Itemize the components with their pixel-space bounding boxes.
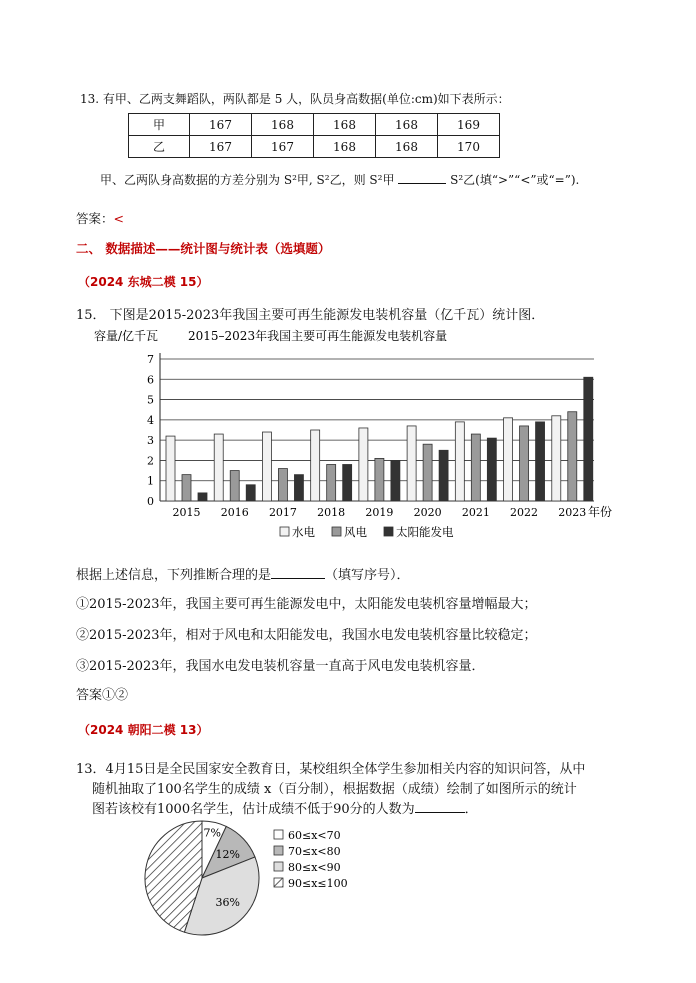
answer-blank[interactable] — [271, 566, 325, 579]
section-title: 二、 数据描述——统计图与统计表（选填题） — [76, 241, 331, 256]
bar-太阳能发电-2022 — [536, 422, 545, 501]
bar-水电-2019 — [359, 428, 368, 501]
bar-风电-2021 — [471, 434, 480, 501]
s-jia: S²甲 — [283, 173, 309, 187]
pie-chart — [130, 818, 390, 948]
legend-label: 60≤x<70 — [288, 829, 341, 842]
x-tick-label: 2015 — [172, 506, 201, 519]
legend-swatch — [274, 830, 283, 839]
x-tick-label: 2019 — [365, 506, 394, 519]
y-tick-label: 2 — [147, 454, 154, 468]
q15-answer: 答案①② — [76, 688, 129, 703]
table-cell: 乙 — [129, 136, 190, 158]
legend-label: 80≤x<90 — [288, 861, 341, 874]
table-cell: 168 — [252, 114, 314, 136]
q13b-line3-wrap — [76, 800, 585, 820]
bar-风电-2015 — [182, 475, 191, 501]
legend-swatch — [280, 527, 289, 536]
q13-answer — [76, 209, 124, 227]
table-cell: 167 — [190, 114, 252, 136]
q15-source: （2024 东城二模 15） — [78, 275, 209, 289]
q15-prompt — [76, 564, 410, 583]
bar-风电-2020 — [423, 444, 432, 501]
s-yi: S²乙 — [316, 173, 342, 187]
prompt-text: 根据上述信息，下列推断合理的是 — [76, 568, 272, 583]
legend-swatch — [332, 527, 341, 536]
x-tick-label: 2018 — [317, 506, 346, 519]
table-cell: 169 — [438, 114, 500, 136]
legend-label: 70≤x<80 — [288, 845, 341, 858]
legend-label: 90≤x≤100 — [288, 877, 348, 890]
table-cell: 167 — [190, 136, 252, 158]
x-tick-label: 2017 — [268, 506, 297, 519]
q13b-source: （2024 朝阳二模 13） — [78, 723, 209, 737]
option-3: ③2015-2023年，我国水电发电装机容量一直高于风电发电装机容量． — [76, 659, 485, 674]
bar-水电-2021 — [455, 422, 464, 501]
table-row — [129, 136, 500, 158]
y-tick-label: 6 — [147, 373, 154, 387]
bar-水电-2016 — [214, 434, 223, 501]
x-tick-label: 2016 — [220, 506, 249, 519]
table-row — [129, 114, 500, 136]
table-cell: 168 — [376, 136, 438, 158]
q15-stem: 15． 下图是2015-2023年我国主要可再生能源发电装机容量（亿千瓦）统计图． — [76, 308, 545, 323]
bar-风电-2016 — [230, 471, 239, 501]
q13b-stem — [76, 760, 585, 820]
answer-blank[interactable] — [398, 171, 446, 184]
x-tick-label: 2022 — [510, 506, 539, 519]
bar-太阳能发电-2023 — [584, 377, 593, 501]
answer-blank[interactable] — [415, 800, 465, 813]
bar-风电-2018 — [327, 464, 336, 501]
s-jia-2: S²甲 — [369, 173, 395, 187]
legend-swatch — [274, 878, 283, 887]
bar-chart — [90, 325, 630, 547]
bar-风电-2019 — [375, 458, 384, 501]
y-tick-label: 4 — [147, 413, 154, 427]
bar-太阳能发电-2019 — [391, 460, 400, 501]
bar-太阳能发电-2015 — [198, 493, 207, 501]
table-cell: 168 — [314, 136, 376, 158]
x-tick-label: 2023 — [558, 506, 587, 519]
pie-slice-label: 36% — [215, 896, 240, 910]
chart-ylabel: 容量/亿千瓦 — [94, 329, 159, 343]
table-cell: 168 — [314, 114, 376, 136]
variance-post: (填“>”“<”或“=”). — [475, 173, 580, 187]
option-1: ①2015-2023年，我国主要可再生能源发电中，太阳能发电装机容量增幅最大； — [76, 597, 537, 612]
table-cell: 168 — [376, 114, 438, 136]
legend-swatch — [274, 846, 283, 855]
s-yi-2: S²乙 — [450, 173, 476, 187]
pie-slice-label: 7% — [203, 826, 221, 840]
table-cell: 170 — [438, 136, 500, 158]
y-tick-label: 1 — [147, 474, 154, 488]
y-tick-label: 0 — [147, 495, 154, 508]
option-2: ②2015-2023年，相对于风电和太阳能发电，我国水电发电装机容量比较稳定； — [76, 628, 537, 643]
chart-title: 2015–2023年我国主要可再生能源发电装机容量 — [188, 329, 448, 343]
bar-风电-2017 — [278, 469, 287, 501]
legend-swatch — [274, 862, 283, 871]
y-tick-label: 5 — [147, 393, 154, 407]
y-tick-label: 3 — [147, 434, 154, 448]
prompt-tail: （填写序号）． — [325, 568, 410, 583]
bar-水电-2023 — [552, 416, 561, 501]
q13b-line1: 13．4月15日是全民国家安全教育日，某校组织全体学生参加相关内容的知识问答，从中 — [76, 762, 586, 777]
x-tick-label: 2021 — [461, 506, 490, 519]
variance-pre: 甲、乙两队身高数据的方差分别为 — [100, 173, 281, 187]
legend-label: 水电 — [292, 525, 315, 539]
q13-stem: 13. 有甲、乙两支舞蹈队，两队都是 5 人，队员身高数据(单位:cm)如下表所示： — [80, 92, 510, 106]
bar-风电-2022 — [520, 426, 529, 501]
table-cell: 甲 — [129, 114, 190, 136]
pie-slice-label: 12% — [215, 847, 240, 861]
bar-水电-2022 — [504, 418, 513, 501]
q13b-line3: 图若该校有1000名学生，估计成绩不低于90分的人数为 — [92, 802, 415, 817]
bar-水电-2017 — [262, 432, 271, 501]
legend-swatch — [384, 527, 393, 536]
table-cell: 167 — [252, 136, 314, 158]
height-table — [128, 113, 500, 158]
bar-太阳能发电-2021 — [487, 438, 496, 501]
bar-水电-2015 — [166, 436, 175, 501]
bar-风电-2023 — [568, 412, 577, 501]
bar-太阳能发电-2018 — [343, 464, 352, 501]
bar-太阳能发电-2016 — [246, 485, 255, 501]
bar-太阳能发电-2020 — [439, 450, 448, 501]
chart-xlabel: 年份 — [588, 505, 613, 519]
bar-水电-2018 — [311, 430, 320, 501]
answer-label: 答案： — [76, 211, 114, 226]
bar-水电-2020 — [407, 426, 416, 501]
y-tick-label: 7 — [147, 353, 154, 366]
then-text: ，则 — [341, 173, 366, 187]
q13b-line2: 随机抽取了100名学生的成绩 x（百分制），根据数据（成绩）绘制了如图所示的统计 — [92, 782, 577, 797]
q13b-line3-tail: ． — [464, 802, 478, 817]
legend-label: 风电 — [344, 525, 367, 539]
answer-value: < — [113, 211, 124, 226]
variance-line: 甲、乙两队身高数据的方差分别为 S²甲, S²乙，则 S²甲 S²乙(填“>”“<”或“=”). — [100, 173, 580, 187]
x-tick-label: 2020 — [413, 506, 442, 519]
legend-label: 太阳能发电 — [396, 525, 454, 539]
bar-太阳能发电-2017 — [294, 475, 303, 501]
